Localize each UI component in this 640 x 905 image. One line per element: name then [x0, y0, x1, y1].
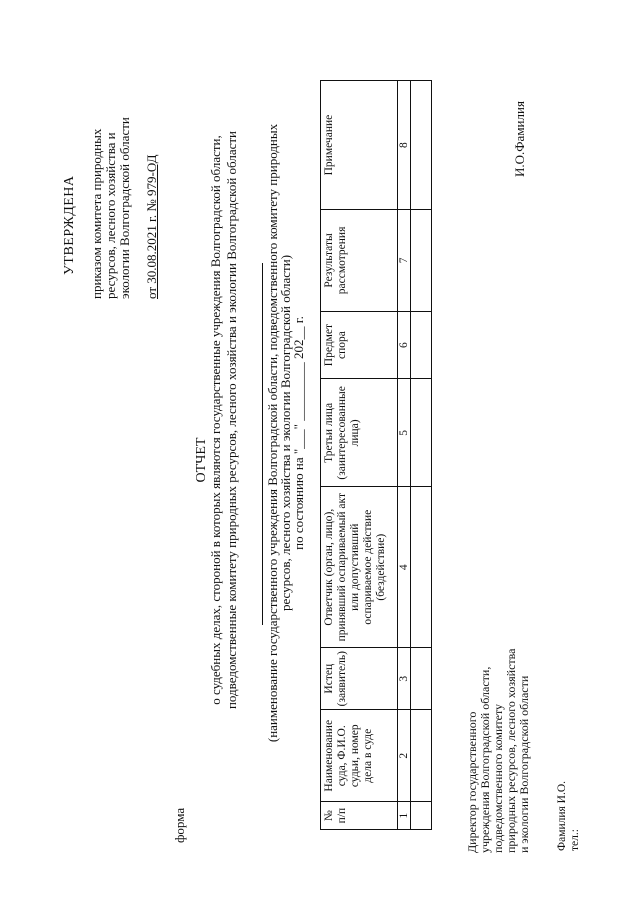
- header-cell-note: Примечание: [321, 81, 398, 210]
- header-cell-court: Наименование суда, Ф.И.О. судьи, номер дела в суде: [321, 710, 398, 802]
- table-cell: [411, 648, 432, 710]
- report-subtitle: [208, 15, 240, 825]
- column-number-cell: 1: [398, 802, 411, 830]
- report-table: [320, 80, 432, 830]
- header-cell-plaintiff: Истец (заявитель): [321, 648, 398, 710]
- approval-title: УТВЕРЖДЕНА: [62, 175, 77, 275]
- approval-order: от 30.08.2021 г. № 979-ОД: [144, 154, 159, 299]
- column-number-cell: 5: [398, 379, 411, 487]
- org-caption-line: ресурсов, лесного хозяйства и экологии Волгоградской области): [278, 254, 293, 612]
- table-cell: [411, 379, 432, 487]
- column-number-cell: 3: [398, 648, 411, 710]
- column-number-cell: 8: [398, 81, 411, 210]
- form-label: форма: [172, 807, 187, 843]
- approval-text: [90, 19, 132, 299]
- column-number-cell: 7: [398, 210, 411, 312]
- header-cell-third-parties: Третьи лица (заинтересованные лица): [321, 379, 398, 487]
- contact-block: [556, 651, 582, 851]
- table-row: [411, 81, 432, 830]
- as-of-date-line: по состоянию на "___" _________ 202__ г.: [291, 316, 306, 550]
- header-cell-results: Результаты рассмотрения: [321, 210, 398, 312]
- column-number-cell: 6: [398, 311, 411, 379]
- table-column-numbers-row: [398, 81, 411, 830]
- report-subtitle-line: подведомственные комитету природных ресурсов, лесного хозяйства и экологии Волгоградской области: [224, 130, 239, 710]
- table-cell: [411, 710, 432, 802]
- approval-line: приказом комитета природных: [89, 128, 104, 299]
- signatory-name: И.О.Фамилия: [512, 101, 527, 177]
- table-header-row: [321, 81, 398, 830]
- report-title: ОТЧЕТ: [194, 437, 209, 483]
- header-cell-defendant: Ответчик (орган, лицо), принявший оспариваемый акт или допустивший оспариваемое действие (бездействие): [321, 487, 398, 648]
- signatory-line: Директор государственного: [465, 711, 479, 853]
- table-cell: [411, 210, 432, 312]
- approval-line: ресурсов, лесного хозяйства и: [103, 132, 118, 299]
- contact-name: Фамилия И.О.: [556, 780, 568, 851]
- signatory-title: [466, 593, 531, 853]
- table-cell: [411, 81, 432, 210]
- column-number-cell: 4: [398, 487, 411, 648]
- contact-phone: тел.:: [569, 829, 581, 851]
- header-cell-number: № п/п: [321, 802, 398, 830]
- report-subtitle-line: о судебных делах, стороной в которых являются государственные учреждения Волгоградской области,: [208, 135, 223, 705]
- table-cell: [411, 487, 432, 648]
- approval-line: экологии Волгоградской области: [117, 117, 132, 299]
- signatory-line: учреждения Волгоградской области,: [478, 666, 492, 853]
- table-cell: [411, 802, 432, 830]
- signatory-line: природных ресурсов, лесного хозяйства: [504, 648, 518, 853]
- org-name-line: [262, 263, 263, 625]
- table-cell: [411, 311, 432, 379]
- signatory-line: и экологии Волгоградской области: [517, 675, 531, 853]
- column-number-cell: 2: [398, 710, 411, 802]
- header-cell-subject: Предмет спора: [321, 311, 398, 379]
- org-caption-line: (наименование государственного учреждения Волгоградской области, подведомственного комитету природных: [265, 123, 280, 743]
- org-caption: [266, 83, 305, 783]
- signatory-line: подведомственного комитету: [491, 703, 505, 853]
